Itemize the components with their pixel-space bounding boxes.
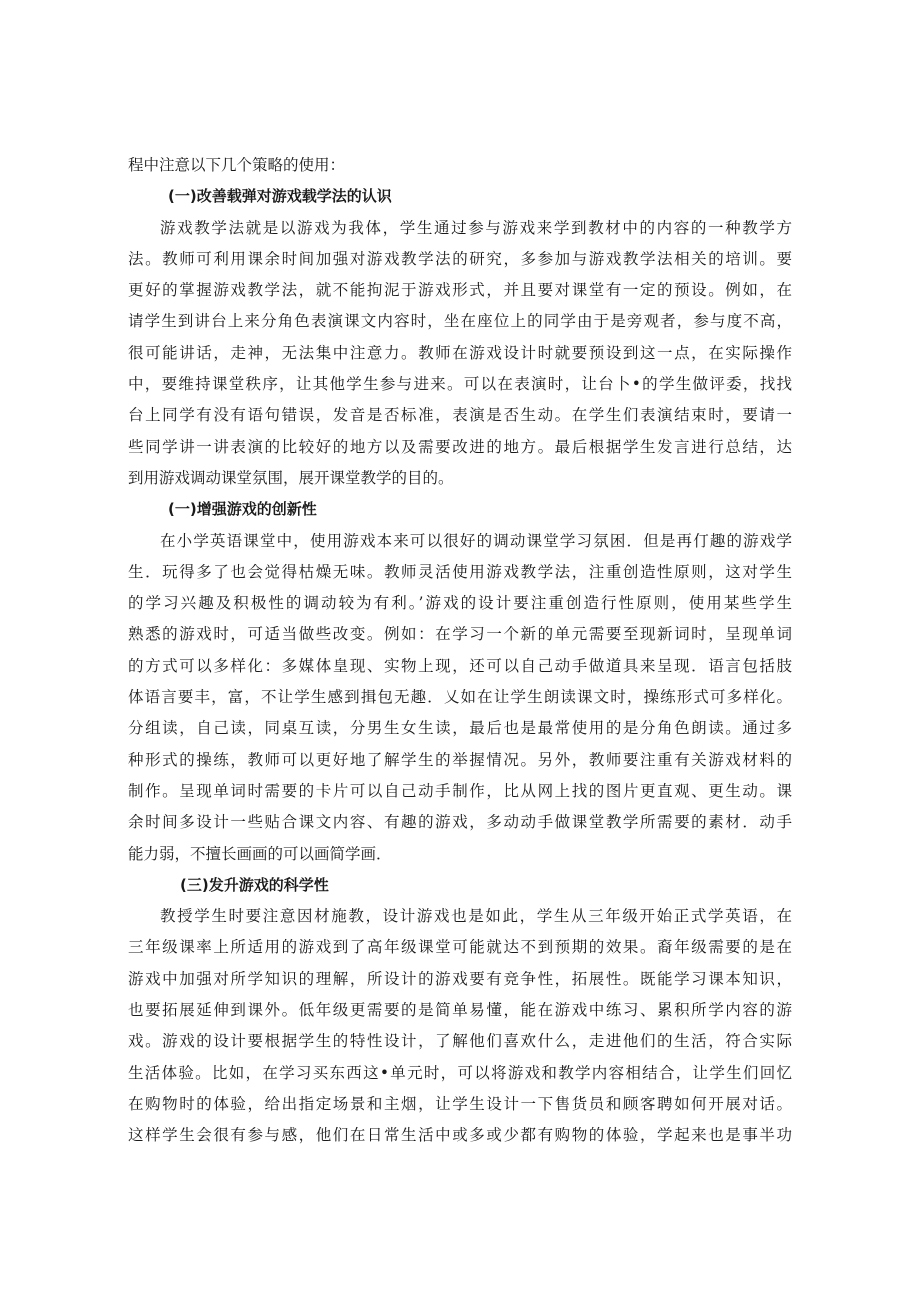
paragraph-line: 体语言要丰，富，不让学生感到揖包无趣．乂如在让学生朗读课文时，操练形式可多样化。 — [128, 688, 792, 707]
paragraph-line: 分组读，自己读，同桌互读，分男生女生读，最后也是最常使用的是分角色朗读。通过多 — [128, 719, 792, 738]
paragraph-line: 更好的掌握游戏教学法，就不能拘泥于游戏形式，并且要对课堂有一定的预设。例如，在 — [128, 281, 792, 300]
paragraph-line: 戏。游戏的设计要根据学生的特性设计，了解他们喜欢什么，走进他们的生活，符合实际 — [128, 1032, 792, 1051]
paragraph-line: 在购物时的体验，给出指定场景和主烟，让学生设计一下售货员和顾客聘如何开展对话。 — [128, 1094, 792, 1113]
intro-line: 程中注意以下几个策略的使用： — [128, 156, 346, 174]
paragraph-line: 到用游戏调动课堂氛围，展开课堂教学的目的。 — [128, 468, 454, 487]
document-body — [128, 150, 792, 1152]
section-heading-2: (一)增强游戏的创新性 — [168, 500, 317, 519]
paragraph-line: 教授学生时要注意因材施教，设计游戏也是如此，学生从三年级开始正式学英语，在 — [160, 907, 792, 926]
paragraph-line: 在小学英语课堂中，使用游戏本来可以很好的调动课堂学习氛困．但是再仃趣的游戏学 — [160, 531, 792, 550]
paragraph-line: 熟悉的游戏时，可适当做些改变。例如：在学习一个新的单元需要至现新词时，呈现单词 — [128, 625, 792, 644]
paragraph-line: 法。教师可利用课余时间加强对游戏教学法的研究，多参加与游戏教学法相关的培训。要 — [128, 249, 792, 268]
paragraph-line: 这样学生会很有参与感，他们在日常生活中或多或少都有购物的体验，学起来也是事半功 — [128, 1126, 792, 1145]
paragraph-line: 的方式可以多样化：多媒体皇现、实物上现，还可以自己动手做道具来呈现．语言包括肢 — [128, 656, 792, 675]
paragraph-line: 中，要维持课堂秩序，让其他学生参与进来。可以在表演时，让台卜•的学生做评委，找找 — [128, 375, 792, 394]
paragraph-line: 台上同学有没有语句错误，发音是否标准，表演是否生动。在学生们表演结束时，要请一 — [128, 406, 792, 425]
paragraph-line: 也要拓展延伸到课外。低年级更需要的是简单易懂，能在游戏中练习、累积所学内容的游 — [128, 1001, 792, 1020]
paragraph-line: 的学习兴趣及积极性的调动较为有利。’游戏的设计要注重创造行性原则，使用某些学生 — [128, 594, 792, 613]
paragraph-line: 些同学讲一讲表演的比较好的地方以及需要改进的地方。最后根据学生发言进行总结，达 — [128, 437, 792, 456]
paragraph-line: 游戏教学法就是以游戏为我体，学生通过参与游戏来学到教材中的内容的一种教学方 — [160, 218, 792, 237]
paragraph-line: 余时间多设计一些贴合课文内容、有趣的游戏，多动动手做课堂教学所需要的素材．动手 — [128, 813, 792, 832]
paragraph-line: 生．玩得多了也会觉得枯燥无味。教师灵活使用游戏教学法，注重创造性原则，这对学生 — [128, 562, 792, 581]
section-heading-3: (三)发升游戏的科学性 — [180, 875, 329, 894]
paragraph-line: 能力弱，不擅长画画的可以画简学画． — [128, 844, 392, 863]
paragraph-line: 三年级课率上所适用的游戏到了高年级课堂可能就达不到预期的效果。裔年级需要的是在 — [128, 938, 792, 957]
paragraph-line: 很可能讲话，走神，无法集中注意力。教师在游戏设计时就要预设到这一点，在实际操作 — [128, 343, 792, 362]
paragraph-line: 制作。呈现单词时需要的卡片可以自己动手制作，比从网上找的图片更直观、更生动。课 — [128, 781, 792, 800]
paragraph-line: 游戏中加强对所学知识的理解，所设计的游戏要有竞争性，拓展性。既能学习课本知识， — [128, 969, 792, 988]
section-heading-1: (一)改善载弹对游戏载学法的认识 — [168, 187, 392, 206]
paragraph-line: 种形式的操练，教师可以更好地了解学生的举握情况。另外，教师要注重有关游戏材料的 — [128, 750, 792, 769]
paragraph-line: 生活体验。比如，在学习买东西这•单元时，可以将游戏和教学内容相结合，让学生们回忆 — [128, 1063, 792, 1082]
paragraph-line: 请学生到讲台上来分角色表演课文内容时，坐在座位上的同学由于是旁观者，参与度不高， — [128, 312, 792, 331]
